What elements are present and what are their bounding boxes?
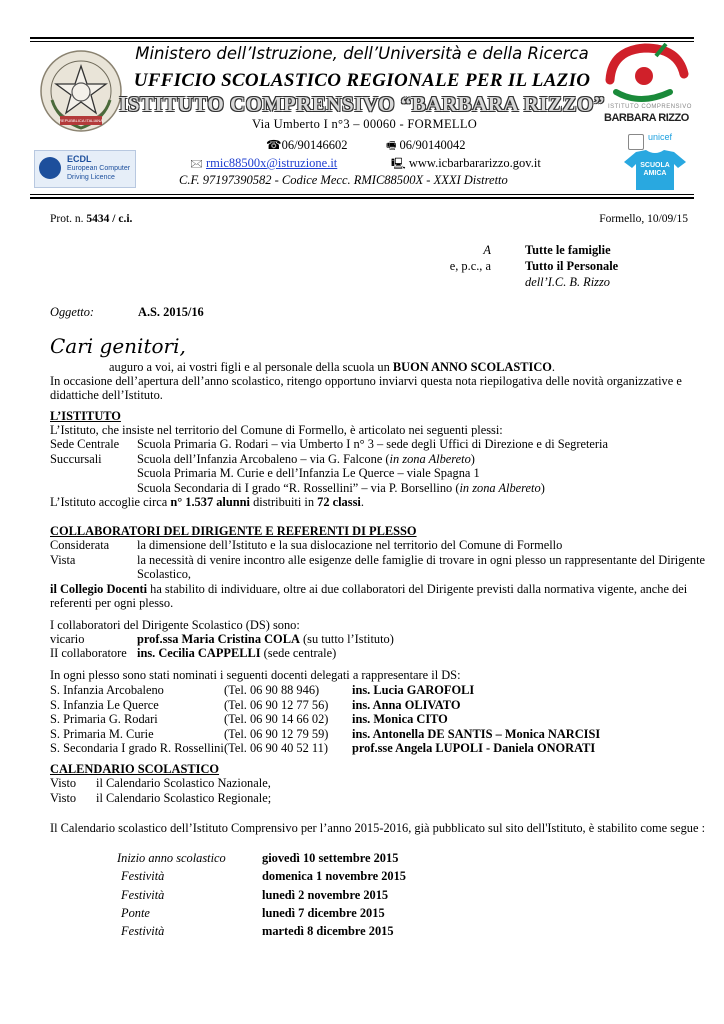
vista-value: la necessità di venire incontro alle esigenze delle famiglie di trovare in ogni plesso un rappresentante del Dirigente: [137, 553, 706, 567]
fax-line: [386, 137, 466, 156]
referent-phone: (Tel. 06 90 88 946): [224, 683, 320, 697]
small-emblem-icon: [628, 134, 644, 150]
logo-name-text: BARBARA RIZZO: [604, 112, 689, 124]
succursali-label: Succursali: [50, 452, 102, 466]
referent-name: ins. Lucia GAROFOLI: [352, 683, 475, 697]
referent-name: ins. Antonella DE SANTIS – Monica NARCISI: [352, 726, 601, 741]
referent-school: S. Infanzia Le Querce: [50, 697, 159, 712]
considerata-value: la dimensione dell’Istituto e la sua dislocazione nel territorio del Comune di Formello: [137, 538, 563, 552]
istituto-heading: L’ISTITUTO: [50, 409, 121, 423]
computer-icon: 🖳: [391, 158, 406, 170]
intro-line-2: In occasione dell’apertura dell’anno scolastico, ritengo opportuno inviarvi questa nota riepilogativa delle novità organizzative e: [50, 374, 682, 388]
sede-value: Scuola Primaria G. Rodari – via Umberto I n° 3 – sede degli Uffici di Direzione e di Segreteria: [137, 437, 608, 451]
phone-line: [266, 137, 348, 153]
barbara-rizzo-logo: [600, 40, 694, 130]
protocol-prefix: Prot. n.: [50, 213, 87, 225]
website-link[interactable]: www.icbarbararizzo.gov.it: [408, 156, 541, 170]
referent-phone: (Tel. 06 90 12 77 56): [224, 697, 329, 712]
ministry-name: Ministero dell’Istruzione, dell’Università e della Ricerca: [135, 44, 589, 63]
succursale-1: Scuola dell’Infanzia Arcobaleno – via G. Falcone (in zona Albereto): [137, 452, 475, 466]
collegio-line-1: il Collegio Docenti ha stabilito di individuare, oltre ai due collaboratori del Dirigente previsti dalla normativa vigente, anche dei: [50, 582, 688, 596]
calendar-date: lunedì 2 novembre 2015: [262, 887, 389, 902]
istituto-line-1: L’Istituto, che insiste nel territorio del Comune di Formello, è articolato nei seguenti plessi:: [50, 423, 503, 437]
header-top-rule-thin: [30, 41, 694, 42]
calendar-date: domenica 1 novembre 2015: [262, 869, 406, 884]
institute-address: Via Umberto I n°3 – 00060 - FORMELLO: [252, 117, 478, 131]
calendar-label: Festività: [121, 869, 165, 884]
referent-school: S. Infanzia Arcobaleno: [50, 683, 164, 697]
scuola-amica-tshirt: [624, 150, 686, 190]
referent-phone: (Tel. 06 90 12 79 59): [224, 726, 329, 741]
calendar-label: Festività: [121, 887, 165, 902]
fax-number: 06/90140042: [399, 138, 466, 152]
referents-intro: In ogni plesso sono stati nominati i seguenti docenti delegati a rappresentare il DS:: [50, 668, 461, 682]
ecdl-line1: European Computer: [67, 165, 131, 172]
referent-name: prof.sse Angela LUPOLI - Daniela ONORATI: [352, 741, 596, 756]
istituto-count: L’Istituto accoglie circa n° 1.537 alunni distribuiti in 72 classi.: [50, 495, 364, 509]
ecdl-line2: Driving Licence: [67, 174, 115, 181]
visto-1-value: il Calendario Scolastico Nazionale,: [96, 776, 271, 790]
referent-school: S. Secondaria I grado R. Rossellini: [50, 741, 224, 756]
salutation: Cari genitori,: [50, 334, 186, 358]
website-line: [391, 155, 541, 174]
fax-icon: 🖷: [386, 140, 397, 152]
email-link[interactable]: rmic88500x@istruzione.it: [206, 156, 338, 170]
recipient-2: Tutto il Personale: [525, 259, 619, 273]
vista-label: Vista: [50, 553, 76, 567]
header-bottom-rule-thick: [30, 197, 694, 199]
place-date: Formello, 10/09/15: [599, 213, 688, 225]
second-collab-value: ins. Cecilia CAPPELLI (sede centrale): [137, 646, 337, 660]
regional-office-name: UFFICIO SCOLASTICO REGIONALE PER IL LAZIO: [133, 70, 591, 91]
recipient-2-prefix: e, p.c., a: [449, 259, 491, 273]
recipient-3: dell’I.C. B. Rizzo: [525, 275, 611, 289]
mail-icon: 🖂: [190, 158, 203, 170]
referent-name: ins. Monica CITO: [352, 712, 448, 727]
calendar-intro: Il Calendario scolastico dell’Istituto Comprensivo per l’anno 2015-2016, già pubblicato sul sito dell'Istituto, è stabilito come segue :: [50, 821, 706, 835]
institute-name: ISTITUTO COMPRENSIVO “BARBARA RIZZO”: [119, 92, 605, 116]
ecdl-title: ECDL: [67, 154, 92, 164]
collab-heading: COLLABORATORI DEL DIRIGENTE E REFERENTI DI PLESSO: [50, 524, 417, 538]
header-bottom-rule-thin: [30, 194, 694, 195]
referent-school: S. Primaria G. Rodari: [50, 712, 158, 727]
considerata-label: Considerata: [50, 538, 110, 552]
sede-label: Sede Centrale: [50, 437, 120, 451]
succursale-2: Scuola Primaria M. Curie e dell’Infanzia Le Querce – viale Spagna 1: [137, 466, 480, 480]
calendar-heading: CALENDARIO SCOLASTICO: [50, 762, 220, 776]
referent-name: ins. Anna OLIVATO: [352, 697, 461, 712]
phone-icon: ☎: [266, 138, 282, 152]
vicario-label: vicario: [50, 632, 85, 646]
ds-collaborators-line: I collaboratori del Dirigente Scolastico (DS) sono:: [50, 618, 300, 632]
phone-number: 06/90146602: [281, 138, 348, 152]
vista-value-2: Scolastico,: [137, 567, 192, 581]
calendar-date: martedì 8 dicembre 2015: [262, 924, 394, 939]
visto-1-label: Visto: [50, 776, 77, 790]
unicef-logo: unicef: [648, 132, 673, 142]
collegio-line-2: referenti per ogni plesso.: [50, 596, 174, 610]
subject-value: A.S. 2015/16: [138, 305, 204, 319]
email-line: [190, 155, 337, 174]
subject-label: Oggetto:: [50, 305, 95, 319]
intro-line-3: didattiche dell’Istituto.: [50, 388, 163, 402]
recipient-1-prefix: A: [483, 243, 491, 257]
protocol-number: [50, 213, 132, 225]
calendar-date: giovedì 10 settembre 2015: [262, 851, 399, 865]
header-top-rule-thick: [30, 37, 694, 39]
buon-anno-text: BUON ANNO SCOLASTICO: [392, 360, 552, 374]
referent-school: S. Primaria M. Curie: [50, 726, 154, 741]
calendar-label: Festività: [121, 924, 165, 939]
calendar-date: lunedì 7 dicembre 2015: [262, 905, 385, 920]
succursale-3: Scuola Secondaria di I grado “R. Rossellini” – via P. Borsellino (in zona Albereto): [137, 481, 545, 495]
visto-2-label: Visto: [50, 791, 77, 805]
second-collab-label: II collaboratore: [50, 646, 127, 660]
ecdl-badge-icon: [39, 157, 61, 179]
tshirt-text: SCUOLA AMICA: [640, 162, 670, 177]
calendar-label: Inizio anno scolastico: [117, 851, 226, 865]
emblem-ribbon-text: REPUBBLICA ITALIANA: [59, 118, 103, 123]
protocol-value: 5434 / c.i.: [86, 213, 133, 225]
intro-line-1: auguro a voi, ai vostri figli e al personale della scuola un BUON ANNO SCOLASTICO.: [109, 360, 556, 374]
referent-phone: (Tel. 06 90 40 52 11): [224, 741, 328, 756]
fiscal-info: C.F. 97197390582 - Codice Mecc. RMIC88500X - XXXI Distretto: [179, 173, 508, 187]
referent-phone: (Tel. 06 90 14 66 02): [224, 712, 329, 727]
recipient-1: Tutte le famiglie: [525, 243, 611, 257]
vicario-value: prof.ssa Maria Cristina COLA (su tutto l’Istituto): [137, 632, 394, 646]
ecdl-logo: [34, 150, 136, 188]
logo-small-text: ISTITUTO COMPRENSIVO: [608, 104, 692, 110]
calendar-label: Ponte: [121, 905, 150, 920]
visto-2-value: il Calendario Scolastico Regionale;: [96, 791, 272, 805]
